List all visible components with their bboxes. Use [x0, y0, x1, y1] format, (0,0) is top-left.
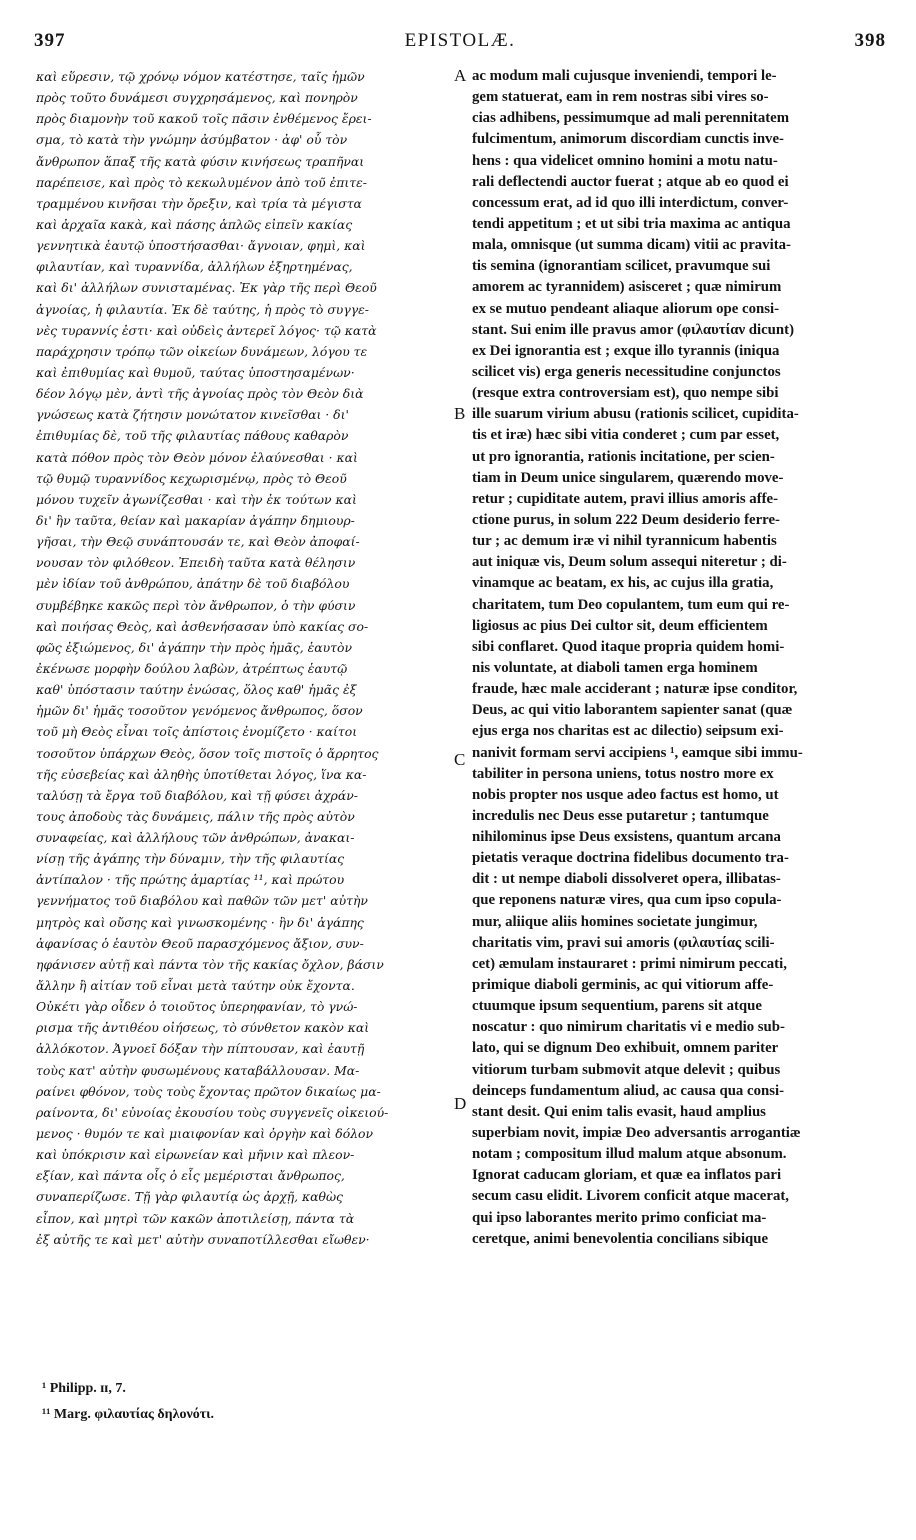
latin-text-line: vinamque ac beatam, ex his, ac cujus illa gratia, — [472, 575, 774, 592]
greek-text-line: μὲν ἰδίαν τοῦ ἀνθρώπου, ἀπάτην δὲ τοῦ διαβόλου — [36, 576, 350, 592]
latin-text-line: Deus, ac qui vitio laborantem sapienter sanat (quæ — [472, 702, 793, 719]
margin-marker-b: B — [454, 404, 466, 423]
greek-text-line: ἀλλόκοτον. Ἀγνοεῖ δόξαν τὴν πίπτουσαν, καὶ ἑαυτῇ — [36, 1041, 365, 1057]
margin-marker-d: D — [454, 1094, 467, 1113]
greek-text-line: κατὰ πόθον πρὸς τὸν Θεὸν μόνον ἐλαύνεσθαι · καὶ — [36, 449, 358, 465]
greek-text-line: παρέπεισε, καὶ πρὸς τὸ κεκωλυμένον ἀπὸ τοῦ ἐπιτε- — [36, 174, 367, 190]
latin-text-line: tabiliter in persona uniens, totus nostro more ex — [472, 765, 774, 782]
latin-text-line: sibi conflaret. Quod itaque propria quidem homi- — [472, 638, 785, 655]
latin-text-line: rali deflectendi auctor fuerat ; atque ab eo quod ei — [472, 173, 789, 190]
greek-text-line: ρισμα τῆς ἀντιθέου οἰήσεως, τὸ σύνθετον κακὸν καὶ — [36, 1020, 370, 1036]
footnote: ¹ Philipp. ɪɪ, 7. — [42, 1381, 126, 1396]
greek-text-line: γῆσαι, τὴν Θεῷ συνάπτουσάν τε, καὶ Θεὸν ἀποφαί- — [36, 534, 360, 550]
greek-text-line: καὶ ἐπιθυμίας καὶ θυμοῦ, ταύτας ὑποστησαμένων· — [36, 364, 355, 380]
latin-text-line: ctuumque ipsum sequentium, parens sit atque — [472, 998, 762, 1015]
greek-text-line: ραίνοντα, δι' εὐνοίας ἐκουσίου τοὺς συγγενεῖς οἰκειού- — [36, 1104, 389, 1120]
footnotes — [42, 1376, 462, 1428]
greek-text-line: ἄλλην ἢ αἰτίαν τοῦ εἶναι μετὰ ταύτην οὐκ ἔχοντα. — [36, 978, 355, 994]
latin-text-line: hens : qua videlicet omnino homini a motu natu- — [472, 152, 778, 169]
margin-marker-a: A — [454, 66, 467, 85]
greek-text-line: σμα, τὸ κατὰ τὴν γνώμην ἀσύμβατον · ἀφ' οὗ τὸν — [36, 132, 348, 148]
greek-text-line: τοῦ μὴ Θεὸς εἶναι τοῖς ἀπίστοις ἐνομίζετο · καίτοι — [36, 724, 358, 740]
latin-text-line: nobis propter nos usque adeo factus est homo, ut — [472, 786, 779, 803]
greek-text-line: μενος · θυμόν τε καὶ μιαιφονίαν καὶ ὀργὴν καὶ δόλον — [36, 1126, 374, 1142]
greek-text-column — [36, 66, 454, 1250]
latin-text-line: charitatis vim, pravi sui amoris (φιλαυτίας scili- — [472, 934, 775, 951]
latin-text-line: ctione purus, in solum 222 Deum desiderio ferre- — [472, 511, 780, 528]
greek-text-line: ταλύσῃ τὰ ἔργα τοῦ διαβόλου, καὶ τῇ φύσει ἀχράν- — [36, 787, 358, 803]
latin-text-line: fulcimentum, animorum discordiam cunctis inve- — [472, 131, 784, 148]
latin-text-line: deinceps fundamentum aliud, ac causa qua consi- — [472, 1082, 785, 1099]
latin-text-line: ceretque, animi benevolentia concilians sibique — [472, 1230, 769, 1247]
greek-text-line: ἡμῶν δι' ἡμᾶς τοσοῦτον γενόμενος ἄνθρωπος, ὅσον — [36, 703, 363, 719]
latin-text-line: tis et iræ) hæc sibi vitia conderet ; cum par esset, — [472, 427, 780, 444]
greek-text-line: νὲς τυραννίς ἐστι· καὶ οὐδεὶς ἀντερεῖ λόγος· τῷ κατὰ — [36, 322, 377, 338]
latin-text-line: mur, aliique aliis homines societate jungimur, — [472, 913, 758, 930]
latin-text-line: nihilominus ipse Deus exsistens, quantum arcana — [472, 829, 781, 846]
greek-text-line: πρὸς τοῦτο δυνάμεσι συγχρησάμενος, καὶ πονηρὸν — [36, 90, 358, 106]
greek-text-line: νίσῃ τῆς ἀγάπης τὴν δύναμιν, τὴν τῆς φιλαυτίας — [36, 851, 345, 867]
greek-text-line: γνώσεως κατὰ ζήτησιν μονώτατον κινεῖσθαι · δι' — [36, 407, 349, 423]
greek-text-line: συναφείας, καὶ ἀλλήλους τῶν ἀνθρώπων, ἀνακαι- — [36, 830, 355, 846]
latin-text-line: dit : ut nempe diaboli dissolveret opera, illibatas- — [472, 871, 781, 888]
greek-text-line: εἶπον, καὶ μητρὶ τῶν κακῶν ἀποτιλείσῃ, πάντα τὰ — [36, 1210, 355, 1226]
latin-text-line: nis voluntate, at diaboli tamen erga hominem — [472, 659, 758, 676]
greek-text-line: φῶς ἐξιώμενος, δι' ἀγάπην τὴν πρὸς ἡμᾶς, ἑαυτὸν — [36, 639, 353, 655]
greek-text-line: ἐξ αὐτῆς τε καὶ μετ' αὐτὴν συναποτίλλεσθαι εἴωθεν· — [36, 1231, 370, 1247]
latin-text-line: (resque extra controversiam est), quo nempe sibi — [472, 385, 779, 402]
greek-text-line: ἐκένωσε μορφὴν δούλου λαβὼν, ἀτρέπτως ἑαυτῷ — [36, 660, 348, 676]
greek-text-line: καὶ εὕρεσιν, τῷ χρόνῳ νόμον κατέστησε, ταῖς ἡμῶν — [36, 69, 365, 84]
greek-text-line: ἀντίπαλον · τῆς πρώτης ἁμαρτίας ¹¹, καὶ πρώτου — [36, 872, 345, 888]
latin-text-line: ille suarum virium abusu (rationis scilicet, cupidita- — [472, 406, 799, 423]
latin-text-line: que reponens naturæ vires, qua cum ipso copula- — [472, 892, 782, 909]
greek-text-line: τοὺς κατ' αὐτὴν φυσωμένους καταβάλλουσαν. Μα- — [36, 1062, 360, 1078]
latin-text-line: pietatis veraque doctrina fidelibus documento tra- — [472, 850, 789, 867]
greek-text-line: γεννητικὰ ἑαυτῷ ὑποστήσασθαι· ἄγνοιαν, φημὶ, καὶ — [36, 238, 366, 254]
latin-text-line: retur ; cupiditate autem, pravi illius amoris affe- — [472, 490, 779, 507]
latin-text-line: ex Dei ignorantia est ; exque illo tyrannis (iniqua — [472, 342, 780, 359]
greek-text-line: τοσοῦτον ὑπάρχων Θεὸς, ὅσον τοῖς πιστοῖς ὁ ἄρρητος — [36, 745, 379, 761]
greek-text-line: ἀγνοίας, ἡ φιλαυτία. Ἐκ δὲ ταύτης, ἡ πρὸς τὸ συγγε- — [36, 301, 369, 317]
latin-text-line: gem statuerat, eam in rem nostras sibi vires so- — [472, 89, 769, 106]
greek-text-line: γεννήματος τοῦ διαβόλου καὶ παθῶν τῶν μετ' αὐτὴν — [36, 893, 368, 909]
latin-text-line: tur ; ac demum iræ vi nihil tyrannicum habentis — [472, 533, 777, 550]
greek-text-line: ἄνθρωπον ἅπαξ τῆς κατὰ φύσιν κινήσεως τραπῆναι — [36, 153, 365, 169]
latin-text-column — [472, 66, 884, 1250]
greek-text-line: ηφάνισεν αὐτῇ καὶ πάντα τὸν τῆς κακίας ὄχλον, βάσιν — [36, 956, 384, 972]
latin-text-line: cet) æmulam instauraret : primi nimirum peccati, — [472, 955, 787, 972]
running-title: EPISTOLÆ. — [404, 30, 516, 51]
latin-text-line: qui ipso laborantes merito primo conficiat ma- — [472, 1209, 767, 1226]
greek-text-line: τους ἀποδοὺς τὰς δυνάμεις, πάλιν τῆς πρὸς αὐτὸν — [36, 808, 355, 824]
footnote: ¹¹ Marg. φιλαυτίας δηλονότι. — [42, 1407, 215, 1422]
latin-text-line: lato, qui se dignum Deo exhibuit, omnem pariter — [472, 1040, 779, 1057]
greek-text-line: ραίνει φθόνον, τοὺς τοὺς ἔχοντας πρῶτον δικαίως μα- — [36, 1083, 381, 1099]
page-number-right: 398 — [854, 30, 886, 51]
greek-text-line: Οὐκέτι γὰρ οἶδεν ὁ τοιοῦτος ὑπερηφανίαν, τὸ γνώ- — [36, 999, 358, 1015]
page-header — [34, 30, 886, 64]
latin-text-line: superbiam novit, impiæ Deo adversantis arrogantiæ — [472, 1125, 801, 1142]
greek-text-line: φιλαυτίαν, καὶ τυραννίδα, ἀλλήλων ἐξηρτημένας, — [36, 259, 353, 275]
latin-text-line: primique diaboli germinis, ac qui vitiorum affe- — [472, 977, 774, 994]
latin-text-line: stant. Sui enim ille pravus amor (φιλαυτίαν dicunt) — [472, 321, 794, 338]
greek-text-line: μητρὸς καὶ οὔσης καὶ γινωσκομένης · ἣν δι' ἀγάπης — [36, 914, 364, 930]
latin-text-line: cias adhibens, pessimumque ad mali perennitatem — [472, 110, 790, 127]
latin-text-line: secum casu elidit. Livorem conficit atque macerat, — [472, 1188, 789, 1205]
latin-text-line: aut iniquæ vis, Deum solum assequi niteretur ; di- — [472, 554, 787, 571]
greek-text-line: ἐπιθυμίας δὲ, τοῦ τῆς φιλαυτίας πάθους καθαρὸν — [36, 428, 349, 444]
greek-text-line: τῷ θυμῷ τυραννίδος κεχωρισμένῳ, πρὸς τὸ Θεοῦ — [36, 470, 347, 486]
latin-text-line: tiam in Deum unice singularem, quærendo move- — [472, 469, 784, 486]
latin-text-line: noscatur : quo nimirum charitatis vi e medio sub- — [472, 1019, 785, 1036]
greek-text-line: πρὸς διαμονὴν τοῦ κακοῦ τοῖς πᾶσιν ἐνθέμενος ἔρει- — [36, 111, 372, 127]
latin-text-line: ejus erga nos charitas est ac dilectio) seipsum exi- — [472, 723, 784, 740]
greek-text-line: καὶ ποιήσας Θεὸς, καὶ ἀσθενήσασαν ὑπὸ κακίας σο- — [36, 618, 369, 634]
latin-text-line: incredulis nec Deus esse putaretur ; tantumque — [472, 807, 769, 824]
greek-text-line: παράχρησιν τρόπῳ τῶν οἰκείων δυνάμεων, λόγου τε — [36, 343, 368, 359]
latin-text-line: vitiorum turbam submovit atque delevit ; quibus — [472, 1061, 781, 1078]
greek-text-line: καὶ ὑπόκρισιν καὶ εἰρωνείαν καὶ μῆνιν καὶ πλεον- — [36, 1147, 355, 1163]
greek-text-line: καὶ δι' ἀλλήλων συνισταμένας. Ἐκ γὰρ τῆς περὶ Θεοῦ — [36, 280, 377, 296]
latin-text-line: scilicet vis) erga generis necessitudine conjunctos — [472, 363, 781, 380]
greek-text-line: καθ' ὑπόστασιν ταύτην ἑνώσας, ὅλος καθ' ἡμᾶς ἐξ — [36, 682, 357, 698]
margin-marker-c: C — [454, 750, 466, 769]
latin-text-line: notam ; compositum illud malum atque absonum. — [472, 1146, 787, 1163]
greek-text-line: δέον λόγῳ μὲν, ἀντὶ τῆς ἀγνοίας πρὸς τὸν Θεὸν διὰ — [36, 386, 364, 402]
latin-text-line: mala, omnisque (ut summa dicam) vitii ac pravita- — [472, 237, 791, 254]
latin-text-line: ac modum mali cujusque inveniendi, tempori le- — [472, 68, 777, 84]
greek-text-line: καὶ ἀρχαῖα κακὰ, καὶ πάσης ἁπλῶς εἰπεῖν κακίας — [36, 216, 353, 232]
greek-text-line: συμβέβηκε κακῶς περὶ τὸν ἄνθρωπον, ὁ τὴν φύσιν — [36, 597, 356, 613]
greek-text-line: τραμμένου κινῆσαι τὴν ὄρεξιν, καὶ τρία τὰ μέγιστα — [36, 195, 362, 211]
page-number-left: 397 — [34, 30, 66, 51]
latin-text-line: ex se mutuo pendeant aliaque aliorum ope consi- — [472, 300, 780, 317]
latin-text-line: amorem ac tyrannidem) asisceret ; quæ nimirum — [472, 279, 782, 296]
greek-text-line: τῆς εὐσεβείας καὶ ἀληθὴς ὑποτίθεται λόγος, ἵνα κα- — [36, 766, 367, 782]
latin-text-line: concessum erat, ad id quo illi interdictum, conver- — [472, 194, 789, 211]
latin-text-line: tis semina (ignorantiam scilicet, pravumque sui — [472, 258, 771, 275]
latin-text-line: nanivit formam servi accipiens ¹, eamque sibi immu- — [472, 744, 803, 761]
greek-text-line: νουσαν τὸν φιλόθεον. Ἐπειδὴ ταῦτα κατὰ θέλησιν — [36, 555, 356, 571]
greek-text-line: συναπερίζωσε. Τῇ γὰρ φιλαυτίᾳ ὡς ἀρχῇ, καθὼς — [36, 1189, 343, 1205]
greek-text-line: μόνου τυχεῖν ἀγωνίζεσθαι · καὶ τὴν ἐκ τούτων καὶ — [36, 491, 357, 507]
greek-text-line: δι' ἣν ταῦτα, θείαν καὶ μακαρίαν ἀγάπην δημιουρ- — [36, 512, 355, 528]
greek-text-line: ἀφανίσας ὁ ἑαυτὸν Θεοῦ παρασχόμενος ἄξιον, συν- — [36, 935, 364, 951]
latin-text-line: tendi appetitum ; et ut sibi tria maxima ac antiqua — [472, 215, 791, 232]
latin-text-line: ut pro ignorantia, rationis incitatione, per scien- — [472, 448, 775, 465]
latin-text-line: stant desit. Qui enim talis evasit, haud amplius — [472, 1103, 766, 1120]
latin-text-line: charitatem, tum Deo copulantem, tum eum qui re- — [472, 596, 790, 613]
latin-text-line: Ignorat caducam gloriam, et quæ ea inflatos pari — [472, 1167, 782, 1184]
greek-text-line: εξίαν, καὶ πάντα οἷς ὁ εἷς μεμέρισται ἄνθρωπος, — [36, 1168, 345, 1184]
latin-text-line: fraude, hæc male acciderant ; naturæ ipse conditor, — [472, 681, 798, 698]
latin-text-line: ligiosus ac pius Dei cultor sit, deum efficientem — [472, 617, 768, 634]
